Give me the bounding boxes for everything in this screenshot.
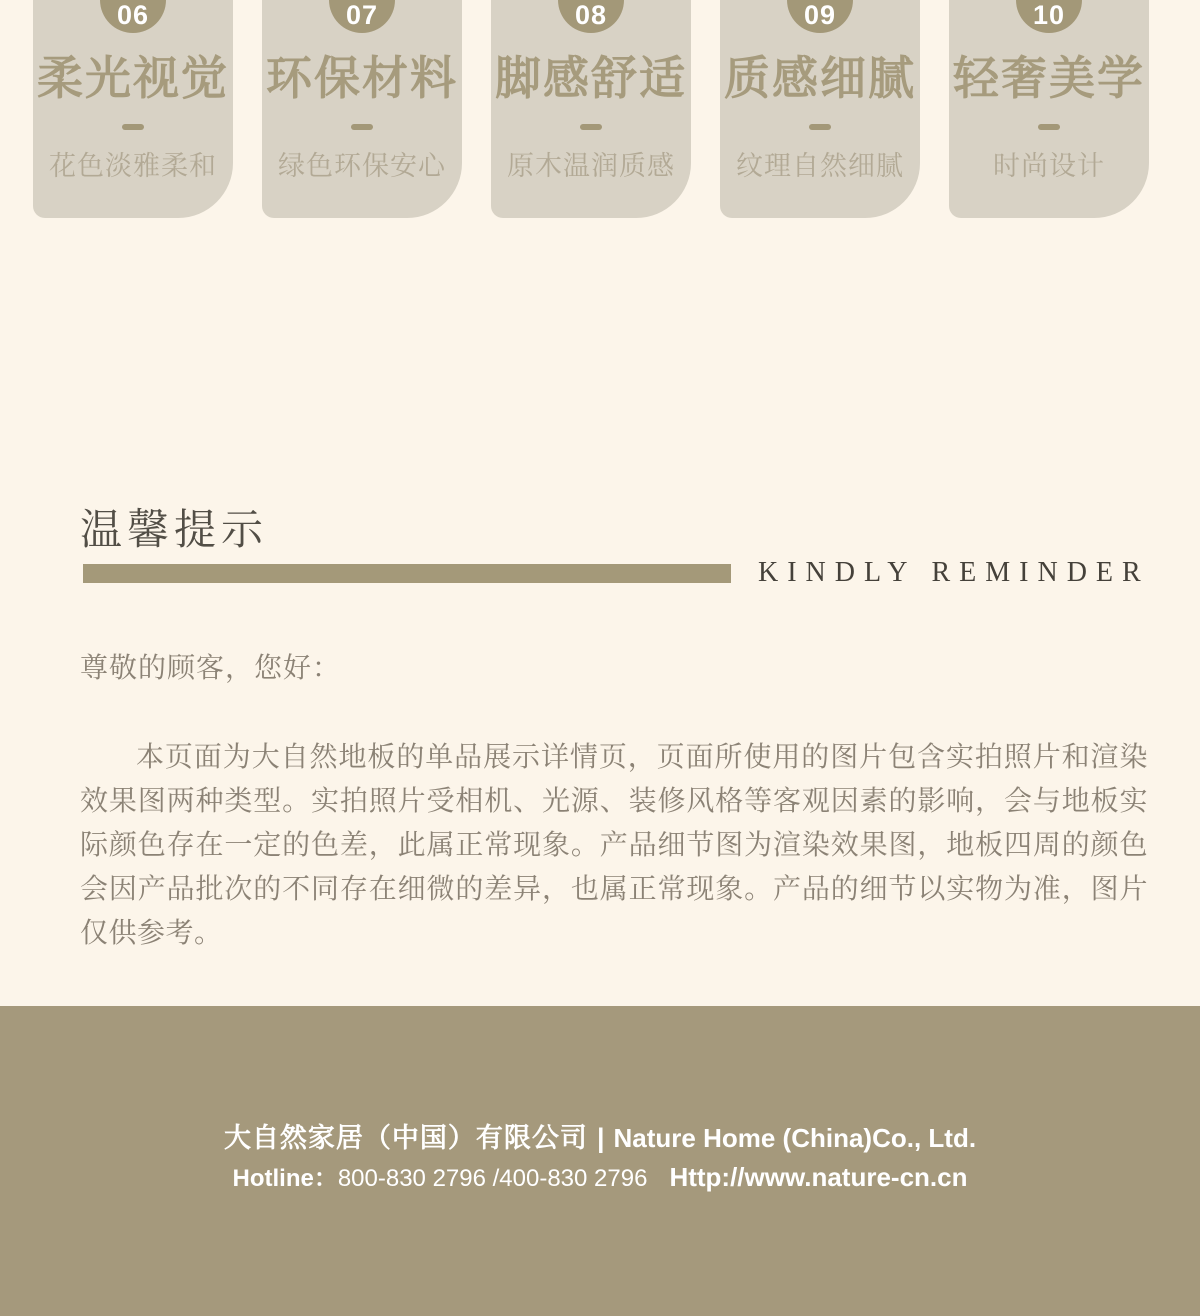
- reminder-title-en: KINDLY REMINDER: [758, 557, 1150, 588]
- dash-divider: [809, 124, 831, 130]
- website-url: Http://www.nature-cn.cn: [669, 1162, 968, 1192]
- reminder-title: 温馨提示: [80, 506, 269, 553]
- dash-divider: [122, 124, 144, 130]
- reminder-section: [0, 508, 1200, 955]
- feature-number: 10: [1032, 0, 1066, 30]
- footer-company-line: [0, 1120, 1200, 1156]
- feature-number-badge: [558, 0, 624, 33]
- feature-card-10: [949, 0, 1149, 218]
- dash-divider: [1038, 124, 1060, 130]
- feature-number-badge: [100, 0, 166, 33]
- disclaimer-paragraph: 本页面为大自然地板的单品展示详情页，页面所使用的图片包含实拍照片和渲染效果图两种类型。实拍照片受相机、光源、装修风格等客观因素的影响，会与地板实际颜色存在一定的色差，此属正常现象。产品细节图为渲染效果图，地板四周的颜色会因产品批次的不同存在细微的差异，也属正常现象。产品的细节以实物为准，图片仅供参考。: [80, 741, 1148, 948]
- feature-number: 09: [803, 0, 837, 30]
- feature-number: 07: [345, 0, 379, 30]
- feature-number-badge: [329, 0, 395, 33]
- features-section: [0, 0, 1200, 218]
- feature-title: 脚感舒适: [495, 52, 687, 104]
- feature-number-badge: [1016, 0, 1082, 33]
- company-separator: |: [596, 1123, 605, 1153]
- feature-card-06: [33, 0, 233, 218]
- feature-card-07: [262, 0, 462, 218]
- dash-divider: [580, 124, 602, 130]
- feature-title: 柔光视觉: [37, 52, 229, 104]
- accent-bar: [83, 564, 731, 583]
- feature-number-badge: [787, 0, 853, 33]
- dash-divider: [351, 124, 373, 130]
- feature-title: 轻奢美学: [953, 52, 1145, 104]
- feature-subtitle: 原木温润质感: [507, 151, 675, 181]
- hotline-numbers: 800-830 2796 /400-830 2796: [337, 1165, 648, 1192]
- feature-title: 质感细腻: [724, 52, 916, 104]
- company-name-cn: 大自然家居（中国）有限公司: [223, 1123, 588, 1153]
- hotline-label: Hotline：: [232, 1165, 338, 1192]
- footer-contact-line: [0, 1162, 1200, 1194]
- feature-subtitle: 时尚设计: [993, 151, 1105, 181]
- company-name-en: Nature Home (China)Co., Ltd.: [613, 1123, 977, 1153]
- feature-subtitle: 纹理自然细腻: [736, 151, 904, 181]
- footer: [0, 1006, 1200, 1316]
- feature-card-08: [491, 0, 691, 218]
- feature-card-09: [720, 0, 920, 218]
- greeting-text: 尊敬的顾客，您好：: [80, 652, 342, 683]
- reminder-heading-row: [83, 557, 1200, 588]
- feature-title: 环保材料: [266, 52, 458, 104]
- feature-number: 08: [574, 0, 608, 30]
- feature-number: 06: [116, 0, 150, 30]
- feature-subtitle: 花色淡雅柔和: [49, 151, 217, 181]
- feature-subtitle: 绿色环保安心: [278, 151, 446, 181]
